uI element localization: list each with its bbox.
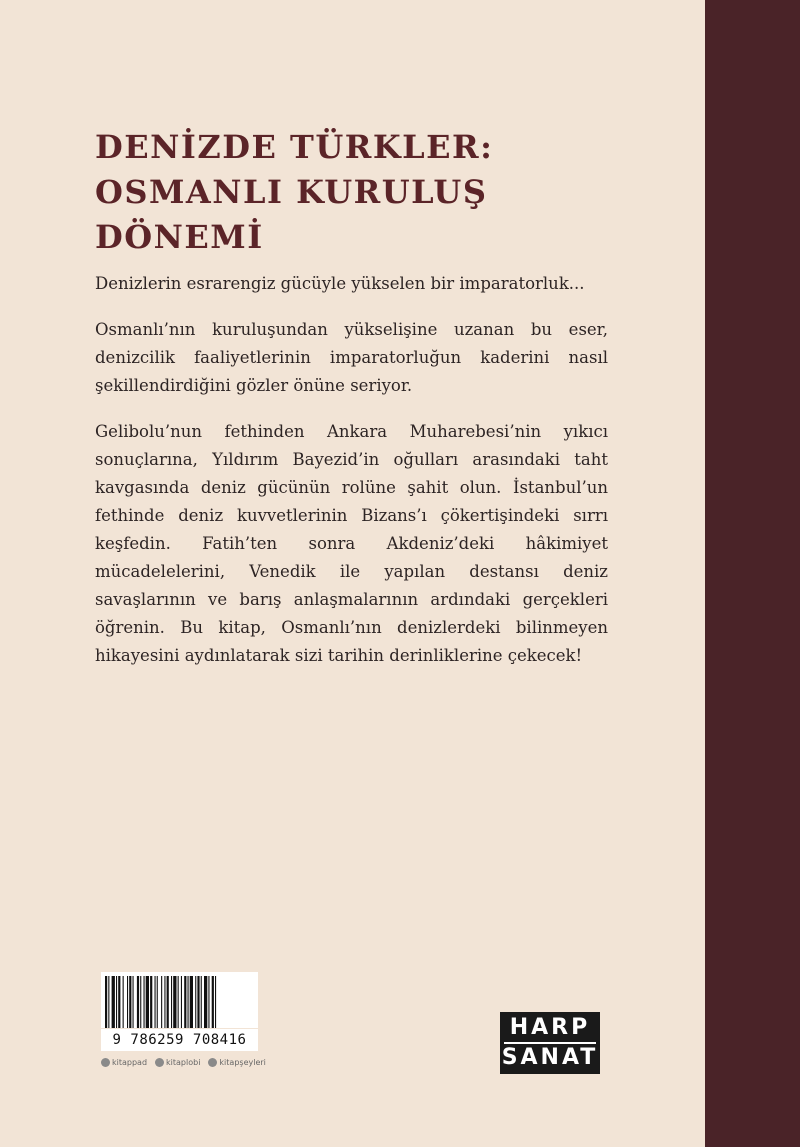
barcode-bar [215, 976, 216, 1028]
barcode-bar [171, 976, 172, 1028]
blurb-paragraph: Gelibolu’nun fethinden Ankara Muharebesi’nin yıkıcı sonuçlarına, Yıldırım Bayezid’in oğulları arasındaki taht kavgasında deniz gücünün rolüne şahit olun. İstanbul’un fethinde deniz kuvvetlerinin Bizans’ı çökertişindeki sırrı keşfedin. Fatih’ten sonra Akdeniz’deki hâkimiyet mücadelelerini, Venedik ile yapılan destansı deniz savaşlarının ve barış anlaşmalarının ardındaki gerçekleri öğrenin. Bu kitap, Osmanlı’nın denizlerdeki bilinmeyen hikayesini aydınlatarak sizi tarihin derinliklerine çekecek! [95, 422, 608, 665]
barcode-bar [155, 976, 156, 1028]
seller-logo [101, 1058, 147, 1067]
publisher-logo-line: SANAT [501, 1045, 599, 1070]
isbn-number: 9 786259 708416 [101, 1029, 258, 1051]
barcode-bar [116, 976, 117, 1028]
barcode-bar [108, 976, 109, 1028]
seller-name: kitaplobi [166, 1057, 201, 1067]
seller-mark-icon [101, 1058, 110, 1067]
book-title [95, 125, 608, 260]
barcode-bar [118, 976, 120, 1028]
barcode-bar [133, 976, 134, 1028]
barcode-bar [173, 976, 176, 1028]
barcode-bar [181, 976, 182, 1028]
barcode-bar [129, 976, 131, 1028]
barcode-bar [197, 976, 199, 1028]
seller-name: kitapşeyleri [219, 1057, 266, 1067]
barcode-bar [204, 976, 207, 1028]
publisher-logo [500, 1012, 600, 1074]
seller-mark-icon [208, 1058, 217, 1067]
seller-logo [208, 1058, 265, 1067]
seller-logos [101, 1055, 266, 1069]
title-line: DÖNEMİ [95, 218, 264, 256]
barcode-bar [184, 976, 186, 1028]
barcode-bars [101, 972, 258, 1028]
barcode-bar [150, 976, 152, 1028]
barcode-bar [144, 976, 145, 1028]
barcode-bar [137, 976, 139, 1028]
barcode-bar [208, 976, 209, 1028]
barcode-bar [146, 976, 149, 1028]
seller-name: kitappad [112, 1057, 148, 1067]
title-line: DENİZDE TÜRKLER: [95, 128, 494, 166]
title-line: OSMANLI KURULUŞ [95, 173, 488, 211]
barcode-bar [105, 976, 107, 1028]
barcode-bar [195, 976, 196, 1028]
seller-logo [155, 1058, 200, 1067]
barcode-bar [140, 976, 141, 1028]
seller-mark-icon [155, 1058, 164, 1067]
spine-band [705, 0, 800, 1147]
barcode-bar [190, 976, 193, 1028]
barcode-bar [188, 976, 189, 1028]
blurb-paragraph: Osmanlı’nın kuruluşundan yükselişine uzanan bu eser, denizcilik faaliyetlerinin imparatorluğun kaderini nasıl şekillendirdiğini gözler önüne seriyor. [95, 320, 608, 395]
barcode-bar [123, 976, 124, 1028]
barcode-bar [161, 976, 162, 1028]
barcode-bar [178, 976, 179, 1028]
barcode-bar [167, 976, 169, 1028]
back-cover-content [95, 125, 608, 670]
barcode-bar [201, 976, 202, 1028]
publisher-logo-line: HARP [509, 1015, 591, 1040]
barcode [101, 972, 258, 1028]
barcode-bar [112, 976, 115, 1028]
barcode-bar [127, 976, 128, 1028]
barcode-bar [164, 976, 165, 1028]
barcode-bar [212, 976, 214, 1028]
tagline: Denizlerin esrarengiz gücüyle yükselen bir imparatorluk... [95, 274, 585, 293]
barcode-bar [157, 976, 158, 1028]
